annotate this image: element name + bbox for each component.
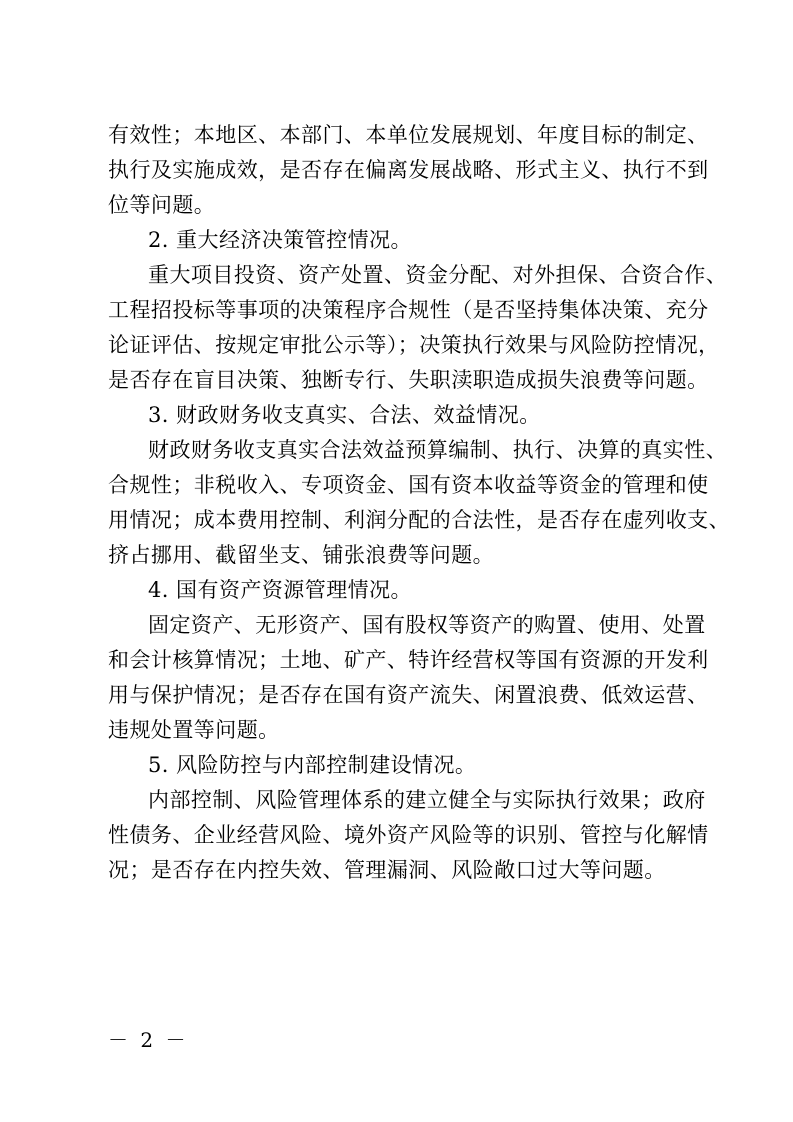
paragraph-line: 固定资产、无形资产、国有股权等资产的购置、使用、处置 xyxy=(148,613,706,637)
document-body xyxy=(108,118,731,888)
section-heading: 2. 重大经济决策管控情况。 xyxy=(148,228,413,252)
paragraph-line: 性债务、企业经营风险、境外资产风险等的识别、管控与化解情 xyxy=(108,823,709,847)
section-heading: 3. 财政财务收支真实、合法、效益情况。 xyxy=(148,403,541,427)
paragraph-line: 重大项目投资、资产处置、资金分配、对外担保、合资合作、 xyxy=(148,263,728,287)
paragraph-line: 用与保护情况；是否存在国有资产流失、闲置浪费、低效运营、 xyxy=(108,683,709,707)
paragraph-line: 用情况；成本费用控制、利润分配的合法性，是否存在虚列收支、 xyxy=(108,508,731,532)
section-heading: 4. 国有资产资源管理情况。 xyxy=(148,578,413,602)
paragraph-line: 和会计核算情况；土地、矿产、特许经营权等国有资源的开发利 xyxy=(108,648,709,672)
paragraph-line: 挤占挪用、截留坐支、铺张浪费等问题。 xyxy=(108,543,495,567)
paragraph-line: 位等问题。 xyxy=(108,193,216,217)
paragraph-line: 内部控制、风险管理体系的建立健全与实际执行效果；政府 xyxy=(148,788,706,812)
paragraph-line: 论证评估、按规定审批公示等）；决策执行效果与风险防控情况， xyxy=(108,333,720,357)
paragraph-line: 执行及实施成效，是否存在偏离发展战略、形式主义、执行不到 xyxy=(108,158,709,182)
page-number: － 2 － xyxy=(108,1028,189,1052)
paragraph-line: 违规处置等问题。 xyxy=(108,718,280,742)
section-heading: 5. 风险防控与内部控制建设情况。 xyxy=(148,753,477,777)
paragraph-line: 有效性；本地区、本部门、本单位发展规划、年度目标的制定、 xyxy=(108,123,709,147)
paragraph-line: 是否存在盲目决策、独断专行、失职渎职造成损失浪费等问题。 xyxy=(108,368,709,392)
paragraph-line: 工程招投标等事项的决策程序合规性（是否坚持集体决策、充分 xyxy=(108,298,709,322)
paragraph-line: 况；是否存在内控失效、管理漏洞、风险敞口过大等问题。 xyxy=(108,858,666,882)
paragraph-line: 合规性；非税收入、专项资金、国有资本收益等资金的管理和使 xyxy=(108,473,709,497)
paragraph-line: 财政财务收支真实合法效益预算编制、执行、决算的真实性、 xyxy=(148,438,728,462)
